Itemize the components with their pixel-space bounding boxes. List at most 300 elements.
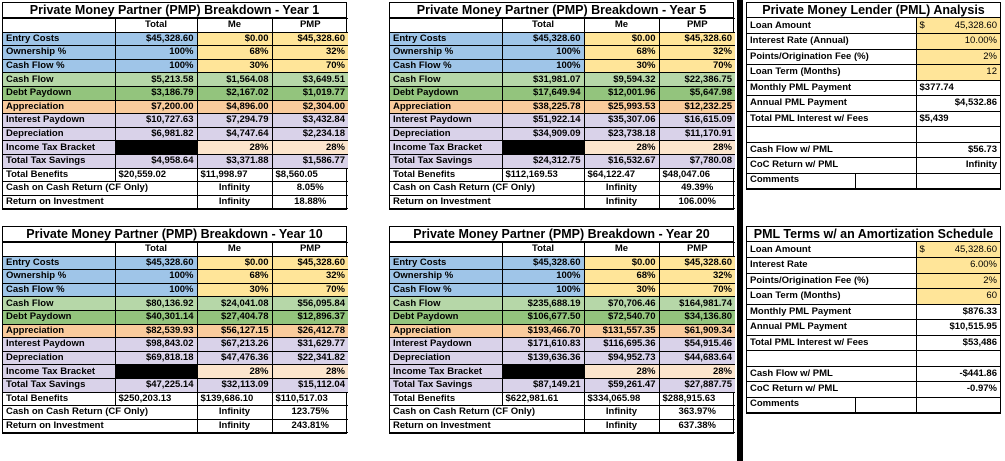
loan-amount-value: 45,328.60: [954, 19, 997, 31]
cell-total[interactable]: 100%: [502, 46, 584, 60]
cell-total[interactable]: 100%: [502, 270, 584, 284]
column-header-blank: [3, 19, 115, 33]
cell-pmp: 123.75%: [272, 406, 348, 420]
table-row: [390, 182, 735, 196]
row-label: Ownership %: [390, 46, 502, 60]
row-label: Ownership %: [3, 46, 115, 60]
loan-amount-value: 45,328.60: [954, 243, 997, 255]
table-row: [390, 310, 735, 324]
coc-return-pml-label: CoC Return w/ PML: [747, 382, 916, 398]
cell-pmp: $54,915.46: [659, 338, 735, 352]
table-row: [390, 270, 735, 284]
cell-pmp[interactable]: 70%: [659, 59, 735, 73]
cell-me: Infinity: [584, 182, 659, 196]
row-label: Total Benefits: [3, 392, 115, 406]
table-row: [390, 154, 735, 168]
cell-pmp[interactable]: $45,328.60: [659, 32, 735, 46]
table-row: [3, 100, 348, 114]
row-label: Cash on Cash Return (CF Only): [3, 406, 197, 420]
cell-total[interactable]: 100%: [115, 46, 197, 60]
cell-total[interactable]: [115, 365, 197, 379]
table-row: [390, 378, 735, 392]
column-header-total: Total: [502, 243, 584, 257]
row-label: Entry Costs: [3, 32, 115, 46]
cash-flow-pml-label: Cash Flow w/ PML: [747, 142, 916, 158]
pmp-header-row: [3, 19, 348, 33]
comments-label: Comments: [747, 397, 916, 413]
cell-pmp: $3,432.84: [272, 114, 348, 128]
total-interest-label: Total PML Interest w/ Fees: [747, 335, 916, 351]
cell-pmp: $27,887.75: [659, 378, 735, 392]
cell-me: $25,993.53: [584, 100, 659, 114]
cell-pmp: $110,517.03: [272, 392, 348, 406]
cell-total: $193,466.70: [502, 324, 584, 338]
column-header-me: Me: [584, 243, 659, 257]
row-label: Cash on Cash Return (CF Only): [390, 406, 584, 420]
column-header-pmp: PMP: [659, 243, 735, 257]
row-label: Debt Paydown: [3, 86, 115, 100]
monthly-payment-value: $377.74: [916, 80, 1000, 96]
cell-pmp: 49.39%: [659, 182, 735, 196]
annual-payment-value: $4,532.86: [916, 96, 1000, 112]
table-row: [390, 46, 735, 60]
cell-total: $34,909.09: [502, 127, 584, 141]
row-label: Appreciation: [390, 100, 502, 114]
cell-pmp[interactable]: $45,328.60: [272, 32, 348, 46]
cell-me: Infinity: [584, 195, 659, 209]
row-label: Cash Flow: [390, 73, 502, 87]
table-row: [3, 154, 348, 168]
cell-me: $72,540.70: [584, 310, 659, 324]
comments-input[interactable]: [916, 173, 1000, 189]
cell-me[interactable]: 68%: [197, 46, 272, 60]
cell-total: $80,136.92: [115, 297, 197, 311]
cell-total[interactable]: 100%: [115, 270, 197, 284]
row-label: Interest Paydown: [390, 338, 502, 352]
table-row: [3, 283, 348, 297]
cell-total: $20,559.02: [115, 168, 197, 182]
table-row: [3, 46, 348, 60]
cell-total: $69,818.18: [115, 351, 197, 365]
cell-pmp: $31,629.77: [272, 338, 348, 352]
cell-me[interactable]: $0.00: [584, 256, 659, 270]
cell-total[interactable]: 100%: [502, 283, 584, 297]
row-label: Income Tax Bracket: [390, 141, 502, 155]
interest-rate-input[interactable]: 10.00%: [916, 34, 1000, 50]
row-label: Total Benefits: [3, 168, 115, 182]
row-label: Total Benefits: [390, 168, 502, 182]
row-label: Ownership %: [390, 270, 502, 284]
cell-total: $3,186.79: [115, 86, 197, 100]
table-row: [390, 297, 735, 311]
column-header-pmp: PMP: [659, 19, 735, 33]
row-label: Debt Paydown: [390, 86, 502, 100]
row-label: Ownership %: [3, 270, 115, 284]
cell-me: $3,371.88: [197, 154, 272, 168]
loan-amount-input[interactable]: [916, 18, 1000, 34]
cell-pmp: $15,112.04: [272, 378, 348, 392]
cell-me[interactable]: 28%: [584, 365, 659, 379]
cell-pmp: $22,386.75: [659, 73, 735, 87]
cell-me[interactable]: 28%: [197, 141, 272, 155]
cell-pmp[interactable]: 28%: [659, 365, 735, 379]
cell-me[interactable]: $0.00: [197, 32, 272, 46]
cell-pmp[interactable]: 28%: [272, 141, 348, 155]
cell-total[interactable]: [502, 141, 584, 155]
row-label: Cash Flow %: [390, 59, 502, 73]
table-row: [390, 32, 735, 46]
row-label: Return on Investment: [3, 419, 197, 433]
coc-return-pml-label: CoC Return w/ PML: [747, 158, 916, 174]
pmp-panel-title: Private Money Partner (PMP) Breakdown - Year 20: [390, 227, 733, 242]
row-label: Return on Investment: [390, 419, 584, 433]
loan-term-input[interactable]: 12: [916, 65, 1000, 81]
cell-total: $40,301.14: [115, 310, 197, 324]
cell-total[interactable]: 100%: [115, 283, 197, 297]
monthly-payment-value: $876.33: [916, 304, 1000, 320]
row-label: Cash Flow: [3, 73, 115, 87]
row-label: Total Tax Savings: [390, 154, 502, 168]
cell-pmp[interactable]: $45,328.60: [659, 256, 735, 270]
cell-me: $116,695.36: [584, 338, 659, 352]
row-label: Total Benefits: [390, 392, 502, 406]
annual-payment-value: $10,515.95: [916, 320, 1000, 336]
table-row: [390, 283, 735, 297]
cell-me: $139,686.10: [197, 392, 272, 406]
loan-amount-input[interactable]: [916, 242, 1000, 258]
column-header-me: Me: [197, 243, 272, 257]
blank-row: [747, 351, 916, 367]
row-label: Return on Investment: [3, 195, 197, 209]
pmp-header-row: [390, 19, 735, 33]
points-input[interactable]: 2%: [916, 49, 1000, 65]
cell-me[interactable]: 68%: [197, 270, 272, 284]
points-input[interactable]: 2%: [916, 273, 1000, 289]
cell-pmp[interactable]: 70%: [272, 283, 348, 297]
cell-total: $4,958.64: [115, 154, 197, 168]
table-row: [3, 378, 348, 392]
cell-total: $250,203.13: [115, 392, 197, 406]
pml-analysis-panel: [746, 2, 1001, 190]
loan-term-input[interactable]: 60: [916, 289, 1000, 305]
table-row: [390, 351, 735, 365]
cell-me: $56,127.15: [197, 324, 272, 338]
table-row: [3, 256, 348, 270]
table-row: [390, 406, 735, 420]
table-row: [390, 114, 735, 128]
annual-payment-label: Annual PML Payment: [747, 320, 916, 336]
row-label: Debt Paydown: [3, 310, 115, 324]
cell-pmp[interactable]: 28%: [659, 141, 735, 155]
cell-total: $17,649.94: [502, 86, 584, 100]
cell-pmp: $11,170.91: [659, 127, 735, 141]
cell-total: $7,200.00: [115, 100, 197, 114]
row-label: Debt Paydown: [390, 310, 502, 324]
table-row: [3, 168, 348, 182]
panel-divider: [737, 0, 743, 461]
interest-rate-label: Interest Rate: [747, 258, 916, 274]
cell-total[interactable]: [502, 365, 584, 379]
row-label: Cash on Cash Return (CF Only): [3, 182, 197, 196]
cell-total: $24,312.75: [502, 154, 584, 168]
cell-me: $4,747.64: [197, 127, 272, 141]
table-row: [390, 365, 735, 379]
cell-me: $11,998.97: [197, 168, 272, 182]
cell-pmp: $44,683.64: [659, 351, 735, 365]
cell-pmp: 243.81%: [272, 419, 348, 433]
cell-total: $87,149.21: [502, 378, 584, 392]
cell-me: Infinity: [197, 406, 272, 420]
loan-term-label: Loan Term (Months): [747, 65, 916, 81]
table-row: [390, 324, 735, 338]
row-label: Cash Flow %: [3, 59, 115, 73]
cell-me: $16,532.67: [584, 154, 659, 168]
cell-pmp: $48,047.06: [659, 168, 735, 182]
table-row: [3, 195, 348, 209]
points-label: Points/Origination Fee (%): [747, 49, 916, 65]
cell-me: $2,167.02: [197, 86, 272, 100]
cell-pmp[interactable]: 70%: [659, 283, 735, 297]
monthly-payment-label: Monthly PML Payment: [747, 304, 916, 320]
pmp-panel-title: Private Money Partner (PMP) Breakdown - Year 5: [390, 3, 733, 18]
points-label: Points/Origination Fee (%): [747, 273, 916, 289]
cell-me[interactable]: 30%: [584, 283, 659, 297]
comments-input[interactable]: [916, 397, 1000, 413]
cell-pmp: $34,136.80: [659, 310, 735, 324]
table-row: [390, 338, 735, 352]
column-header-pmp: PMP: [272, 243, 348, 257]
row-label: Depreciation: [390, 127, 502, 141]
cell-pmp: $8,560.05: [272, 168, 348, 182]
cell-me[interactable]: $0.00: [584, 32, 659, 46]
cell-me: $334,065.98: [584, 392, 659, 406]
cell-pmp: $61,909.34: [659, 324, 735, 338]
cell-pmp[interactable]: 32%: [659, 270, 735, 284]
cell-pmp: $12,232.25: [659, 100, 735, 114]
table-row: [3, 338, 348, 352]
cell-total[interactable]: [115, 141, 197, 155]
column-header-me: Me: [197, 19, 272, 33]
column-header-total: Total: [115, 19, 197, 33]
cell-total: $235,688.19: [502, 297, 584, 311]
row-label: Entry Costs: [390, 32, 502, 46]
pml-analysis-title: Private Money Lender (PML) Analysis: [747, 3, 1000, 18]
row-label: Depreciation: [3, 351, 115, 365]
pmp-panel: [2, 2, 347, 210]
cell-total: $5,213.58: [115, 73, 197, 87]
cell-me: $4,896.00: [197, 100, 272, 114]
table-row: [390, 59, 735, 73]
row-label: Appreciation: [3, 324, 115, 338]
interest-rate-label: Interest Rate (Annual): [747, 34, 916, 50]
cell-me: $94,952.73: [584, 351, 659, 365]
cash-flow-pml-value: $56.73: [916, 142, 1000, 158]
cell-me[interactable]: 30%: [197, 59, 272, 73]
row-label: Return on Investment: [390, 195, 584, 209]
cell-me[interactable]: 68%: [584, 270, 659, 284]
cell-total[interactable]: $45,328.60: [502, 256, 584, 270]
cell-pmp: $1,019.77: [272, 86, 348, 100]
column-header-me: Me: [584, 19, 659, 33]
column-header-total: Total: [115, 243, 197, 257]
cell-pmp[interactable]: 28%: [272, 365, 348, 379]
cell-total: $51,922.14: [502, 114, 584, 128]
cell-me: Infinity: [584, 419, 659, 433]
row-label: Cash on Cash Return (CF Only): [390, 182, 584, 196]
cell-total: $171,610.83: [502, 338, 584, 352]
cell-pmp[interactable]: $45,328.60: [272, 256, 348, 270]
cell-pmp: $56,095.84: [272, 297, 348, 311]
cell-pmp: $1,586.77: [272, 154, 348, 168]
cell-pmp: 106.00%: [659, 195, 735, 209]
table-row: [3, 419, 348, 433]
table-row: [3, 365, 348, 379]
table-row: [3, 297, 348, 311]
row-label: Total Tax Savings: [3, 378, 115, 392]
blank-row: [747, 127, 916, 143]
cell-total[interactable]: $45,328.60: [115, 32, 197, 46]
loan-amount-label: Loan Amount: [747, 18, 916, 34]
cell-total: $622,981.61: [502, 392, 584, 406]
cell-total: $38,225.78: [502, 100, 584, 114]
cell-me[interactable]: 68%: [584, 46, 659, 60]
cell-pmp[interactable]: 32%: [272, 270, 348, 284]
cell-total: $82,539.93: [115, 324, 197, 338]
interest-rate-input[interactable]: 6.00%: [916, 258, 1000, 274]
cell-total: $98,843.02: [115, 338, 197, 352]
cell-total: $10,727.63: [115, 114, 197, 128]
row-label: Entry Costs: [390, 256, 502, 270]
table-row: [390, 392, 735, 406]
cell-pmp[interactable]: 32%: [659, 46, 735, 60]
cell-pmp: $26,412.78: [272, 324, 348, 338]
currency-symbol: $: [919, 19, 925, 31]
pmp-header-row: [390, 243, 735, 257]
column-header-blank: [3, 243, 115, 257]
cell-total[interactable]: $45,328.60: [115, 256, 197, 270]
table-row: [3, 324, 348, 338]
cell-me: $67,213.26: [197, 338, 272, 352]
cell-total: $47,225.14: [115, 378, 197, 392]
table-row: [3, 127, 348, 141]
cell-pmp: 8.05%: [272, 182, 348, 196]
table-row: [390, 73, 735, 87]
row-label: Cash Flow %: [3, 283, 115, 297]
row-label: Interest Paydown: [3, 114, 115, 128]
total-interest-label: Total PML Interest w/ Fees: [747, 111, 916, 127]
cell-me: Infinity: [197, 419, 272, 433]
cell-total[interactable]: 100%: [502, 59, 584, 73]
table-row: [3, 406, 348, 420]
table-row: [3, 392, 348, 406]
cell-total: $106,677.50: [502, 310, 584, 324]
total-interest-value: $53,486: [916, 335, 1000, 351]
cell-pmp[interactable]: 70%: [272, 59, 348, 73]
table-row: [3, 86, 348, 100]
column-header-blank: [390, 19, 502, 33]
column-header-pmp: PMP: [272, 19, 348, 33]
cell-pmp: $12,896.37: [272, 310, 348, 324]
cell-total[interactable]: $45,328.60: [502, 32, 584, 46]
cell-pmp[interactable]: 32%: [272, 46, 348, 60]
row-label: Appreciation: [390, 324, 502, 338]
cell-total: $139,636.36: [502, 351, 584, 365]
cell-pmp: 363.97%: [659, 406, 735, 420]
cell-me: $32,113.09: [197, 378, 272, 392]
cell-me: $35,307.06: [584, 114, 659, 128]
cell-me: $131,557.35: [584, 324, 659, 338]
table-row: [3, 270, 348, 284]
cell-me[interactable]: 28%: [584, 141, 659, 155]
table-row: [3, 182, 348, 196]
cell-me: $7,294.79: [197, 114, 272, 128]
row-label: Cash Flow: [3, 297, 115, 311]
cell-me: $9,594.32: [584, 73, 659, 87]
pmp-panel: [2, 226, 347, 434]
cell-pmp: $3,649.51: [272, 73, 348, 87]
row-label: Appreciation: [3, 100, 115, 114]
cell-me[interactable]: 30%: [584, 59, 659, 73]
cell-me[interactable]: 30%: [197, 283, 272, 297]
annual-payment-label: Annual PML Payment: [747, 96, 916, 112]
table-row: [390, 419, 735, 433]
column-header-total: Total: [502, 19, 584, 33]
row-label: Interest Paydown: [3, 338, 115, 352]
cell-me: Infinity: [197, 182, 272, 196]
row-label: Depreciation: [3, 127, 115, 141]
cell-me: $64,122.47: [584, 168, 659, 182]
row-label: Income Tax Bracket: [3, 365, 115, 379]
column-header-blank: [390, 243, 502, 257]
cell-me: $47,476.36: [197, 351, 272, 365]
cell-total: $6,981.82: [115, 127, 197, 141]
row-label: Income Tax Bracket: [390, 365, 502, 379]
table-row: [3, 73, 348, 87]
cell-pmp: $164,981.74: [659, 297, 735, 311]
cell-total[interactable]: 100%: [115, 59, 197, 73]
table-row: [390, 168, 735, 182]
coc-return-pml-value: Infinity: [916, 158, 1000, 174]
row-label: Total Tax Savings: [390, 378, 502, 392]
cell-pmp: $2,234.18: [272, 127, 348, 141]
pmp-panel-title: Private Money Partner (PMP) Breakdown - Year 1: [3, 3, 346, 18]
cash-flow-pml-value: -$441.86: [916, 366, 1000, 382]
row-label: Total Tax Savings: [3, 154, 115, 168]
table-row: [390, 195, 735, 209]
cell-me: $23,738.18: [584, 127, 659, 141]
table-row: [3, 141, 348, 155]
pmp-panel: [389, 2, 734, 210]
cell-total: $31,981.07: [502, 73, 584, 87]
row-label: Entry Costs: [3, 256, 115, 270]
cell-total: $112,169.53: [502, 168, 584, 182]
cell-me[interactable]: 28%: [197, 365, 272, 379]
table-row: [390, 256, 735, 270]
cash-flow-pml-label: Cash Flow w/ PML: [747, 366, 916, 382]
table-row: [390, 86, 735, 100]
loan-term-label: Loan Term (Months): [747, 289, 916, 305]
cell-me: $70,706.46: [584, 297, 659, 311]
table-row: [3, 32, 348, 46]
pmp-panel: [389, 226, 734, 434]
row-label: Income Tax Bracket: [3, 141, 115, 155]
cell-pmp: $2,304.00: [272, 100, 348, 114]
cell-pmp: 18.88%: [272, 195, 348, 209]
cell-me[interactable]: $0.00: [197, 256, 272, 270]
currency-symbol: $: [919, 243, 925, 255]
table-row: [3, 310, 348, 324]
table-row: [390, 141, 735, 155]
